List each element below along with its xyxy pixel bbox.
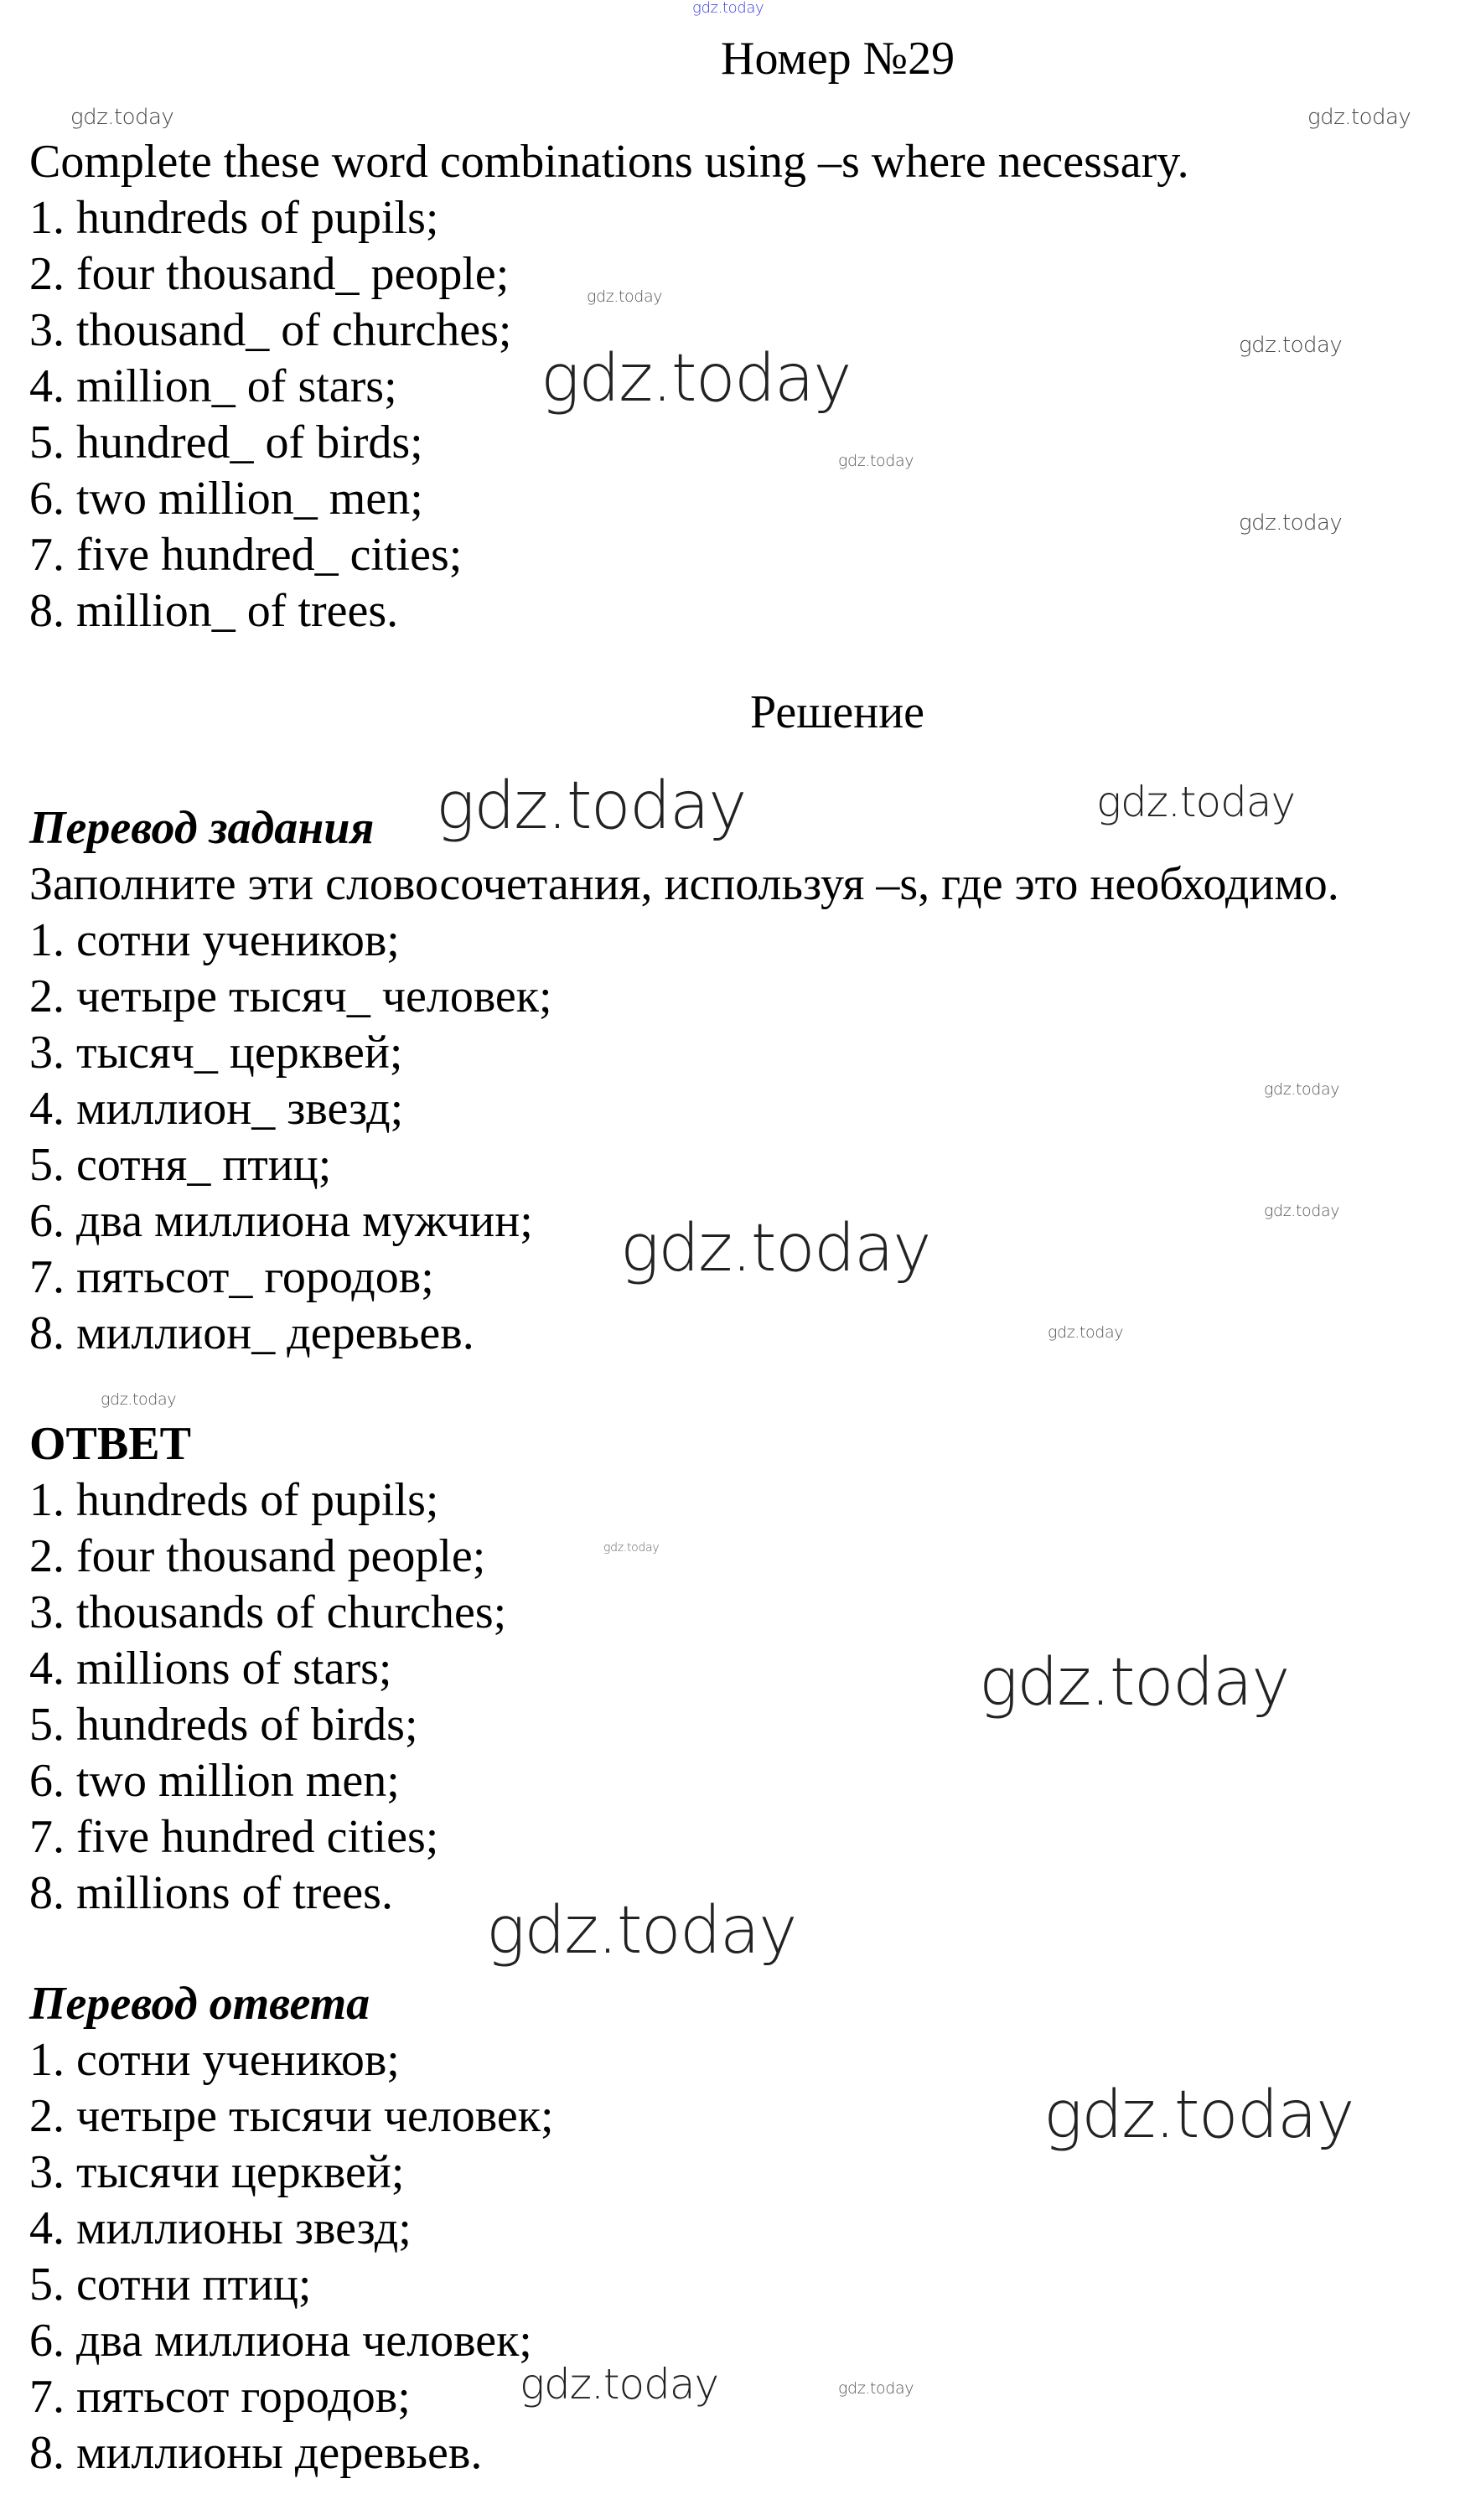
list-item: 7. five hundred cities; [29,1811,439,1863]
watermark: gdz.today [1048,1323,1124,1342]
task-translation-instruction: Заполните эти словосочетания, используя –s, где это необходимо. [29,858,1339,910]
watermark: gdz.today [1239,510,1343,536]
list-item: 2. four thousand_ people; [29,248,510,300]
watermark: gdz.today [603,1541,660,1555]
list-item: 5. hundred_ of birds; [29,417,423,468]
watermark: gdz.today [838,2379,914,2398]
list-item: 6. two million_ men; [29,473,423,525]
list-item: 7. пятьсот городов; [29,2371,411,2423]
list-item: 7. five hundred_ cities; [29,529,463,581]
list-item: 8. millions of trees. [29,1867,393,1919]
watermark: gdz.today [101,1390,177,1409]
watermark: gdz.today [541,341,851,417]
list-item: 1. hundreds of pupils; [29,192,439,244]
list-item: 6. два миллиона мужчин; [29,1195,533,1247]
list-item: 3. thousands of churches; [29,1586,507,1638]
list-item: 4. миллионы звезд; [29,2202,412,2254]
list-item: 2. четыре тысячи человек; [29,2090,554,2142]
watermark: gdz.today [1264,1202,1340,1220]
watermark: gdz.today [620,1211,930,1286]
watermark: gdz.today [520,2360,719,2409]
list-item: 6. два миллиона человек; [29,2315,532,2367]
list-item: 2. четыре тысяч_ человек; [29,970,552,1022]
watermark: gdz.today [1307,105,1411,130]
solution-heading: Решение [750,686,925,738]
watermark: gdz.today [1239,333,1343,358]
list-item: 5. hundreds of birds; [29,1699,418,1751]
list-item: 2. four thousand people; [29,1530,486,1582]
watermark: gdz.today [838,452,914,470]
list-item: 5. сотни птиц; [29,2259,312,2310]
list-item: 8. миллионы деревьев. [29,2427,483,2479]
watermark: gdz.today [486,1893,796,1969]
list-item: 3. тысяч_ церквей; [29,1027,403,1079]
task-instruction: Complete these word combinations using –s where necessary. [29,136,1189,188]
list-item: 3. тысячи церквей; [29,2146,405,2198]
list-item: 4. million_ of stars; [29,360,397,412]
answer-section [29,1416,506,1922]
list-item: 5. сотня_ птиц; [29,1139,332,1191]
watermark: gdz.today [1096,778,1296,826]
list-item: 1. сотни учеников; [29,2034,400,2086]
list-item: 6. two million men; [29,1755,400,1807]
watermark: gdz.today [692,0,764,17]
list-item: 8. million_ of trees. [29,585,399,637]
list-item: 4. millions of stars; [29,1643,392,1695]
list-item: 7. пятьсот_ городов; [29,1251,434,1303]
answer-translation-heading: Перевод ответа [29,1978,370,2030]
task-translation-heading: Перевод задания [29,802,375,854]
watermark: gdz.today [979,1645,1289,1721]
list-item: 1. hundreds of pupils; [29,1474,439,1526]
watermark: gdz.today [1043,2078,1354,2153]
watermark: gdz.today [436,768,746,844]
watermark: gdz.today [1264,1080,1340,1099]
list-item: 3. thousand_ of churches; [29,304,512,356]
list-item: 8. миллион_ деревьев. [29,1307,474,1359]
watermark: gdz.today [70,105,174,130]
answer-heading: ОТВЕТ [29,1418,191,1470]
list-item: 1. сотни учеников; [29,914,400,966]
watermark: gdz.today [587,287,663,306]
page-title: Номер №29 [721,33,955,85]
answer-translation-section [29,1976,554,2481]
list-item: 4. миллион_ звезд; [29,1083,404,1135]
